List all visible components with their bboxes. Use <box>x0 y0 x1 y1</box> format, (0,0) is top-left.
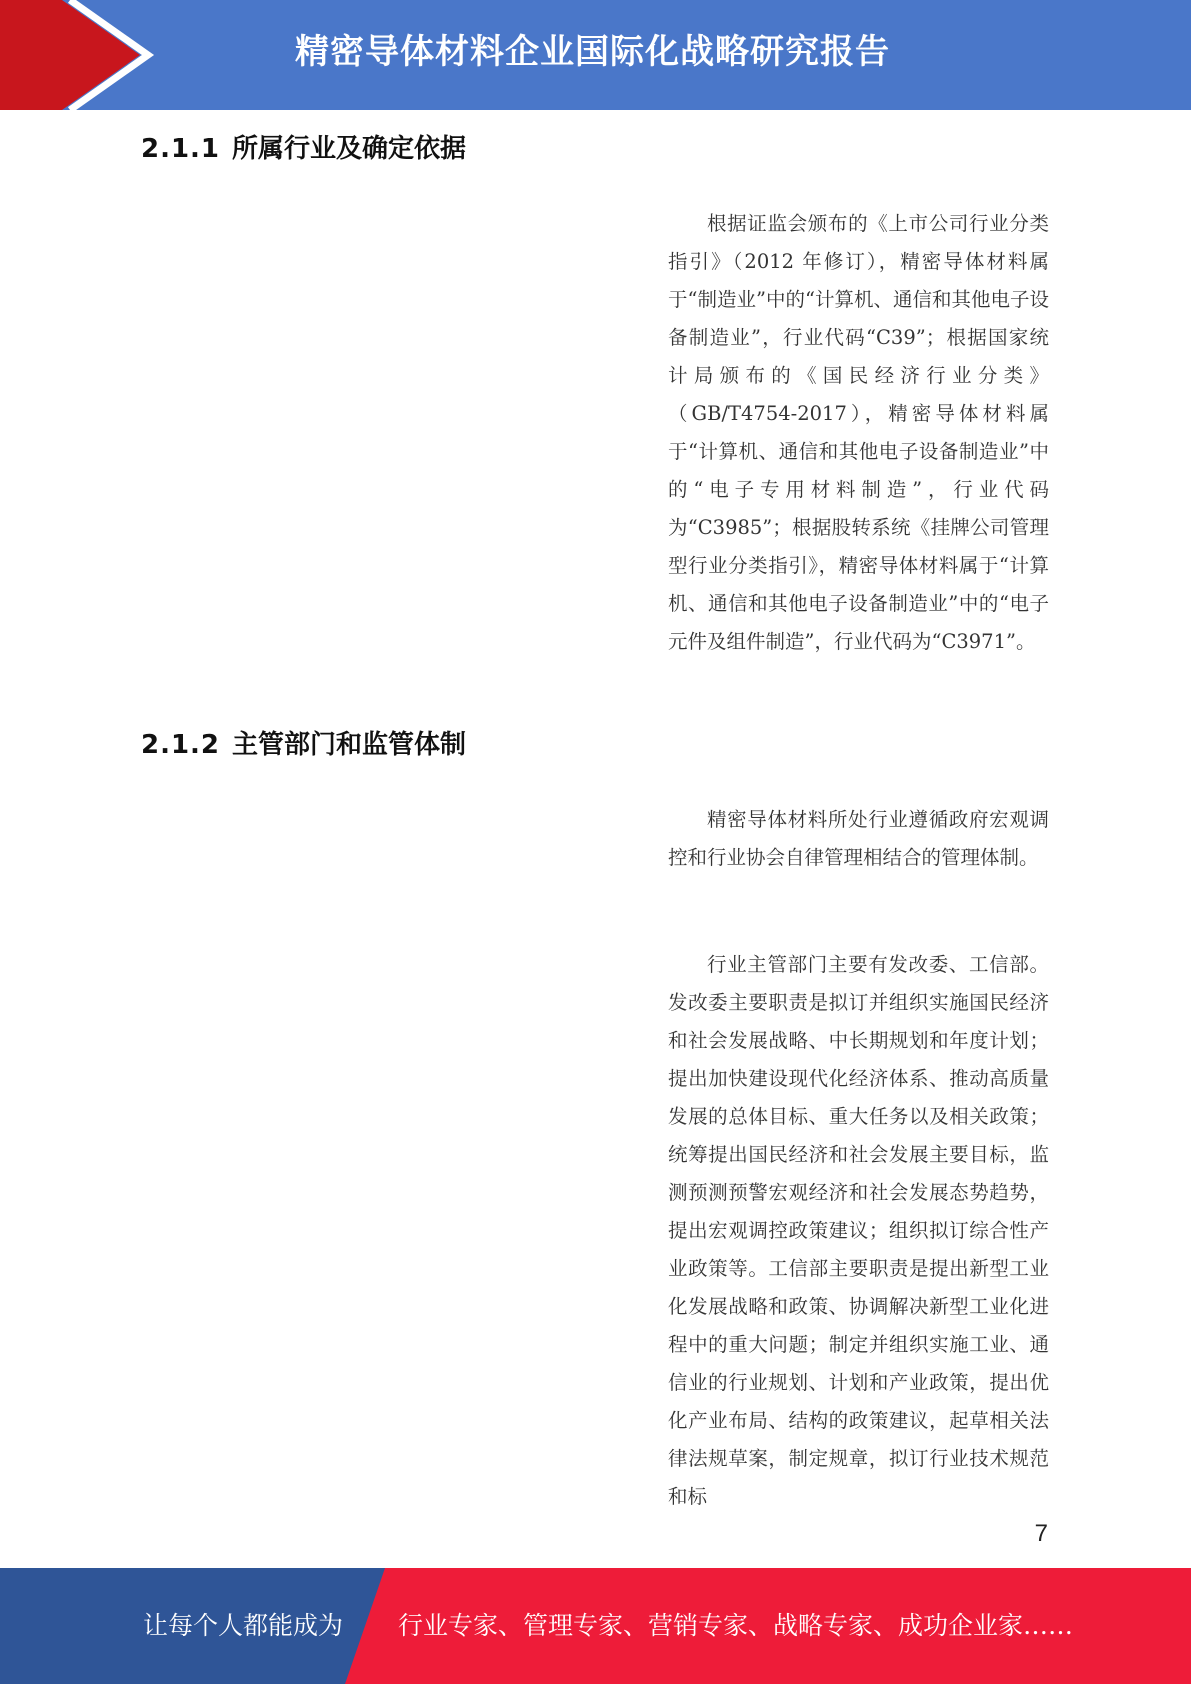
section-heading-2-1-1 <box>141 131 466 167</box>
section-number: 2.1.2 <box>141 730 221 760</box>
section-heading-2-1-2 <box>141 727 466 763</box>
paragraph-industry-classification: 根据证监会颁布的《上市公司行业分类指引》（2012 年修订），精密导体材料属于“制造业”中的“计算机、通信和其他电子设备制造业”，行业代码“C39”；根据国家统计局颁布的《国民经济行业分类》（GB/T4754-2017），精密导体材料属于“计算机、通信和其他电子设备制造业”中的“电子专用材料制造”，行业代码为“C3985”；根据股转系统《挂牌公司管理型行业分类指引》，精密导体材料属于“计算机、通信和其他电子设备制造业”中的“电子元件及组件制造”，行业代码为“C3971”。 <box>668 212 1049 653</box>
report-title: 精密导体材料企业国际化战略研究报告 <box>295 32 890 72</box>
page-number: 7 <box>1034 1520 1048 1547</box>
header-arrow-decoration <box>0 0 155 110</box>
footer-slogan-right: 行业专家、管理专家、营销专家、战略专家、成功企业家…… <box>398 1611 1074 1640</box>
footer-slogan-left: 让每个人都能成为 <box>143 1611 344 1640</box>
section-title: 主管部门和监管体制 <box>232 730 467 760</box>
section-number: 2.1.1 <box>141 134 221 164</box>
section-title: 所属行业及确定依据 <box>232 134 467 164</box>
paragraph-management-system: 精密导体材料所处行业遵循政府宏观调控和行业协会自律管理相结合的管理体制。 <box>668 808 1049 869</box>
footer-banner <box>0 1568 1191 1684</box>
paragraph-regulatory-departments: 行业主管部门主要有发改委、工信部。发改委主要职责是拟订并组织实施国民经济和社会发展战略、中长期规划和年度计划；提出加快建设现代化经济体系、推动高质量发展的总体目标、重大任务以及相关政策；统筹提出国民经济和社会发展主要目标，监测预测预警宏观经济和社会发展态势趋势，提出宏观调控政策建议；组织拟订综合性产业政策等。工信部主要职责是提出新型工业化发展战略和政策、协调解决新型工业化进程中的重大问题；制定并组织实施工业、通信业的行业规划、计划和产业政策，提出优化产业布局、结构的政策建议，起草相关法律法规草案，制定规章，拟订行业技术规范和标 <box>668 953 1049 1508</box>
header-banner <box>0 0 1191 110</box>
